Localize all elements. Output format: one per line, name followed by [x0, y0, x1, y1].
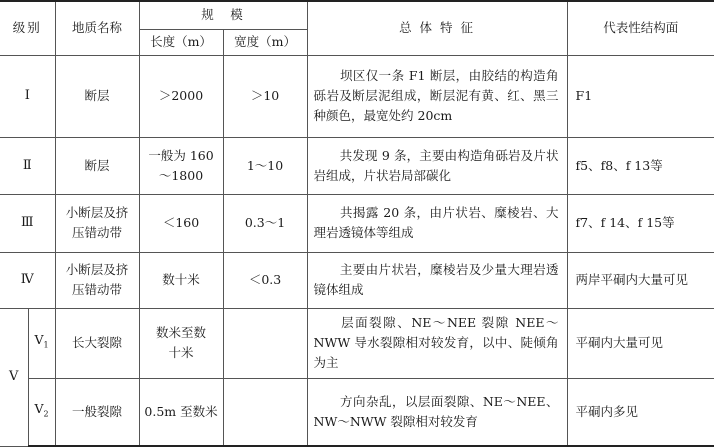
header-scale: 规 模 — [139, 1, 307, 29]
section-cell: 平硐内大量可见 — [567, 308, 714, 378]
level-cell: Ⅳ — [0, 252, 55, 308]
table-row — [0, 252, 714, 308]
table-row — [0, 55, 714, 137]
table-row — [0, 308, 714, 378]
level-cell: Ⅱ — [0, 137, 55, 194]
width-cell: 1～10 — [223, 137, 307, 194]
length-cell: ＜160 — [139, 194, 223, 252]
header-feature: 总 体 特 征 — [307, 1, 567, 55]
length-cell: 数米至数十米 — [139, 308, 223, 378]
level-cell: Ⅲ — [0, 194, 55, 252]
width-cell — [223, 378, 307, 446]
name-cell: 一般裂隙 — [55, 378, 139, 446]
name-cell: 断层 — [55, 55, 139, 137]
sublevel-cell: $Ⅴ_2$ — [28, 378, 55, 446]
section-cell: 平硐内多见 — [567, 378, 714, 446]
feature-cell: 共发现 9 条，主要由构造角砾岩及片状岩组成，片状岩局部碳化 — [307, 137, 567, 194]
feature-cell: 方向杂乱，以层面裂隙、NE～NEE、NW～NWW 裂隙相对较发育 — [307, 378, 567, 446]
width-cell: ＜0.3 — [223, 252, 307, 308]
section-cell: F1 — [567, 55, 714, 137]
section-cell: f5、f8、f 13等 — [567, 137, 714, 194]
length-cell: 一般为 160～1800 — [139, 137, 223, 194]
name-cell: 断层 — [55, 137, 139, 194]
feature-cell: 坝区仅一条 F1 断层，由胶结的构造角砾岩及断层泥组成，断层泥有黄、红、黑三种颜色，最宽处约 20cm — [307, 55, 567, 137]
feature-cell: 主要由片状岩，糜棱岩及少量大理岩透镜体组成 — [307, 252, 567, 308]
level-cell: Ⅴ — [0, 308, 28, 446]
length-cell: 数十米 — [139, 252, 223, 308]
table-row — [0, 194, 714, 252]
length-cell: 0.5m 至数米 — [139, 378, 223, 446]
header-length: 长度（m） — [139, 29, 223, 55]
section-cell: 两岸平硐内大量可见 — [567, 252, 714, 308]
header-width: 宽度（m） — [223, 29, 307, 55]
length-cell: ＞2000 — [139, 55, 223, 137]
header-name: 地质名称 — [55, 1, 139, 55]
header-level: 级别 — [0, 1, 55, 55]
width-cell — [223, 308, 307, 378]
section-cell: f7、f 14、f 15等 — [567, 194, 714, 252]
name-cell: 小断层及挤压错动带 — [55, 194, 139, 252]
feature-cell: 共揭露 20 条，由片状岩、糜棱岩、大理岩透镜体等组成 — [307, 194, 567, 252]
sublevel-cell: $Ⅴ_1$ — [28, 308, 55, 378]
table-row — [0, 378, 714, 446]
feature-cell: 层面裂隙、NE～NEE 裂隙 NEE～NWW 导水裂隙相对较发育，以中、陡倾角为主 — [307, 308, 567, 378]
header-section: 代表性结构面 — [567, 1, 714, 55]
level-cell: Ⅰ — [0, 55, 55, 137]
table-row — [0, 137, 714, 194]
name-cell: 长大裂隙 — [55, 308, 139, 378]
name-cell: 小断层及挤压错动带 — [55, 252, 139, 308]
width-cell: ＞10 — [223, 55, 307, 137]
width-cell: 0.3～1 — [223, 194, 307, 252]
